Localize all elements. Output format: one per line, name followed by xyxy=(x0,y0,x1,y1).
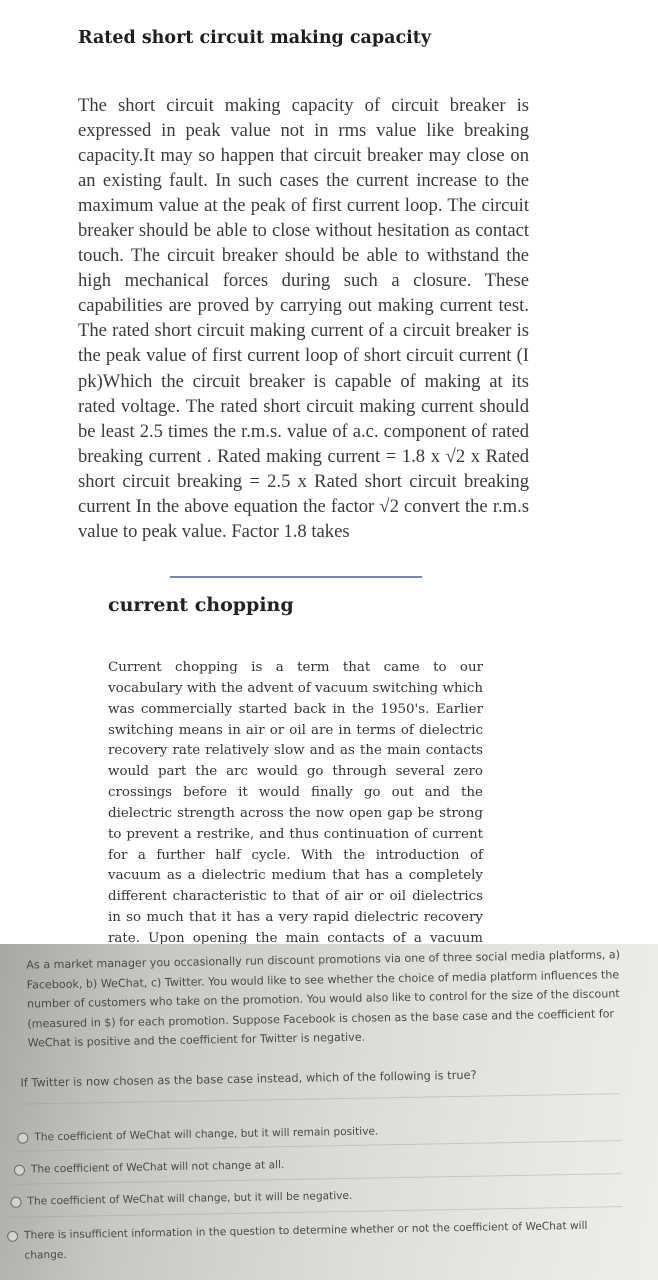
radio-button[interactable] xyxy=(10,1197,21,1208)
section-heading: Rated short circuit making capacity xyxy=(78,28,432,48)
radio-button[interactable] xyxy=(17,1133,28,1144)
section-heading: current chopping xyxy=(108,594,294,616)
rated-making-capacity-section xyxy=(0,0,658,582)
section-body-text: Current chopping is a term that came to our vocabulary with the advent of vacuum switching which was commercially started back in the 1950's. Earlier switching means in air or oil are in terms of dielectric recovery rate relatively slow and as the main contacts would part the arc would go through several zero crossings before it would finally go out and the dielectric strength across the now open gap be strong to prevent a restrike, and thus continuation of current for a further half cycle. With the introduction of vacuum as a dielectric medium that has a completely different characteristic to that of air or oil dielectrics in so much that it has a very rapid dielectric recovery rate. Upon opening the main contacts of a vacuum xyxy=(108,660,483,944)
current-chopping-section xyxy=(0,582,658,944)
link-underline xyxy=(170,576,422,578)
divider xyxy=(21,1093,621,1104)
quiz-question-panel xyxy=(0,944,658,1280)
question-text: As a market manager you occasionally run discount promotions via one of three social media platforms, a) Facebook, b) WeChat, c) Twitter. You would like to see whether the choice of media platform influences the number of customers who take on the promotion. You would also like to control for the size of the discount (measured in $) for each promotion. Suppose Facebook is chosen as the base case and the coefficient for WeChat is positive and the coefficient for Twitter is negative. xyxy=(26,948,621,1050)
answer-option-label: The coefficient of WeChat will change, but it will remain positive. xyxy=(34,1125,379,1144)
radio-button[interactable] xyxy=(14,1165,25,1176)
answer-option-a[interactable] xyxy=(17,1117,617,1147)
answer-option-label: The coefficient of WeChat will change, but it will be negative. xyxy=(27,1189,353,1208)
answer-option-label: There is insufficient information in the question to determine whether or not the coefficient of WeChat will change. xyxy=(23,1219,588,1262)
section-body-text: The short circuit making capacity of circuit breaker is expressed in peak value not in rms value like breaking capacity.It may so happen that circuit breaker may close on an existing fault. In such cases the current increase to the maximum value at the peak of first current loop. The circuit breaker should be able to close without hesitation as contact touch. The circuit breaker should be able to withstand the high mechanical forces during such a closure. These capabilities are proved by carrying out making current test. The rated short circuit making current of a circuit breaker is the peak value of first current loop of short circuit current (I pk)Which the circuit breaker is capable of making at its rated voltage. The rated short circuit making current should be least 2.5 times the r.m.s. value of a.c. component of rated breaking current . Rated making current = 1.8 x √2 x Rated short circuit breaking = 2.5 x Rated short circuit breaking current In the above equation the factor √2 convert the r.m.s value to peak value. Factor 1.8 takes xyxy=(78,95,529,542)
radio-button[interactable] xyxy=(7,1231,18,1242)
question-prompt: If Twitter is now chosen as the base case instead, which of the following is true? xyxy=(20,1067,477,1090)
answer-option-d[interactable] xyxy=(7,1215,620,1266)
answer-option-label: The coefficient of WeChat will not change at all. xyxy=(30,1159,285,1176)
